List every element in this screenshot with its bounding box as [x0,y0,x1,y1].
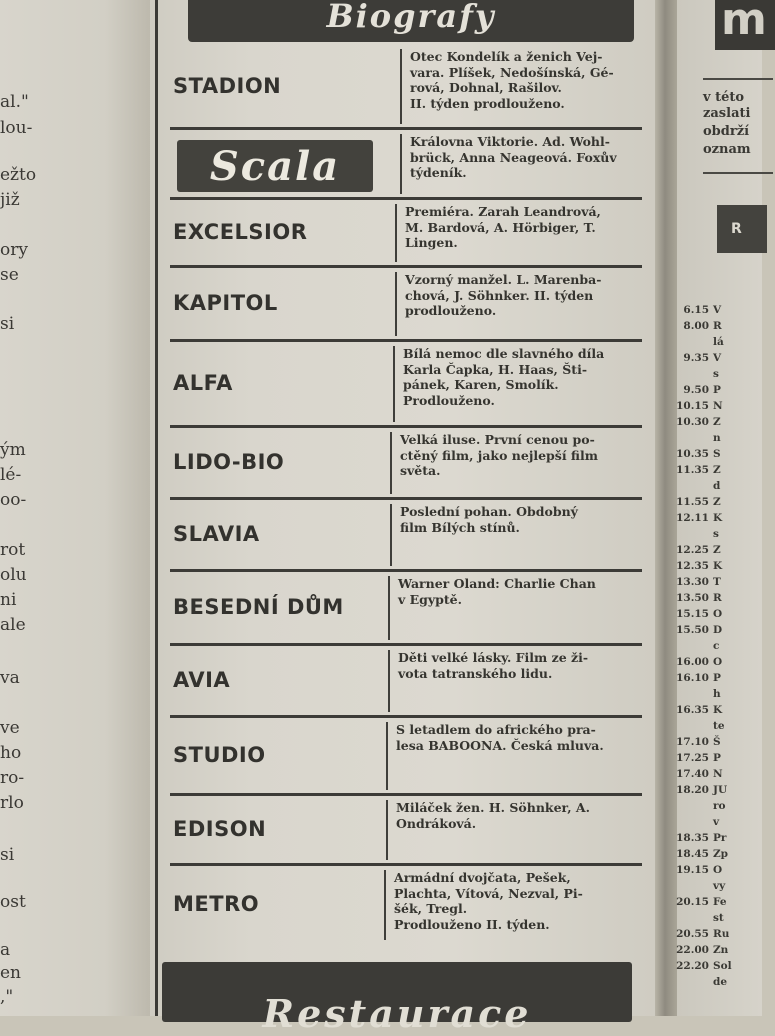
cinema-row [170,718,642,796]
description-line: Poslední pohan. Obdobný [400,504,578,519]
schedule-time: 10.30 [676,416,709,428]
schedule-text: V [713,352,722,364]
description-line: Bílá nemoc dle slavného díla [403,346,605,361]
schedule-row [667,352,721,364]
schedule-row [667,368,719,380]
schedule-row [667,384,721,396]
text-fragment: ory [0,240,28,260]
intro-line: obdrží [703,124,750,139]
cinema-name: STUDIO [173,743,266,767]
scala-logo [177,140,373,192]
description-line: vota tatranského lidu. [398,665,553,681]
schedule-text: Z [713,416,721,428]
schedule-time: 16.10 [676,672,709,684]
schedule-row [667,336,724,348]
column-separator [393,346,395,422]
film-description [410,49,640,111]
text-fragment: ho [0,743,22,763]
schedule-text: K [713,560,723,572]
schedule-row [667,560,722,572]
schedule-row [667,640,719,652]
cinema-row [170,268,642,342]
text-fragment: al." [0,92,29,112]
schedule-time: 6.15 [683,304,709,316]
text-fragment: již [0,190,20,210]
cinema-name: METRO [173,892,260,916]
column-separator [395,204,397,262]
schedule-time: 15.50 [676,624,709,636]
text-fragment: si [0,314,15,334]
cinema-row [170,130,642,200]
column-separator [386,800,388,860]
column-separator [384,870,386,940]
cinema-row [170,342,642,428]
description-line: Královna Viktorie. Ad. Wohl- [410,134,610,149]
schedule-time: 10.35 [676,448,709,460]
cinema-name: EDISON [173,817,267,841]
description-line: Warner Oland: Charlie Chan [398,576,596,591]
column-separator [400,49,402,124]
description-line: Vzorný manžel. L. Marenba- [405,272,602,287]
text-fragment: ale [0,615,26,635]
schedule-time: 12.11 [676,512,709,524]
column-separator [390,504,392,566]
film-description [398,576,640,607]
schedule-row [667,656,722,668]
schedule-time: 22.00 [676,944,709,956]
film-description [410,134,640,181]
description-line: chová, J. Söhnker. II. týden [405,287,594,303]
schedule-row [667,304,721,316]
film-description [394,870,640,932]
text-fragment: si [0,845,15,865]
film-description [398,650,640,681]
cinema-listing-column [150,0,655,1036]
text-fragment: olu [0,565,27,585]
schedule-row [667,432,721,444]
schedule-time: 18.35 [676,832,709,844]
text-fragment: lé- [0,465,22,485]
description-line: Ondráková. [396,815,477,831]
schedule-row [667,912,724,924]
schedule-text: JU [713,784,728,796]
schedule-text: ro [713,800,726,812]
cinema-row [170,572,642,646]
description-line: Velká iluse. První cenou po- [400,432,595,447]
schedule-time: 22.20 [676,960,709,972]
schedule-row [667,416,721,428]
description-line: Děti velké lásky. Film ze ži- [398,650,589,665]
schedule-text: st [713,912,724,924]
film-description [396,800,640,831]
restaurace-header [162,962,632,1036]
description-line: M. Bardová, A. Hörbiger, T. [405,219,596,235]
schedule-text: d [713,480,721,492]
radio-badge: R [717,205,767,253]
description-line: S letadlem do afrického pra- [396,722,596,737]
schedule-text: O [713,864,723,876]
schedule-text: Pr [713,832,727,844]
schedule-text: Z [713,544,721,556]
schedule-text: v [713,816,720,828]
schedule-text: Š [713,736,721,748]
cinema-row [170,200,642,268]
description-line: Karla Čapka, H. Haas, Šti- [403,361,588,377]
schedule-time: 17.10 [676,736,709,748]
schedule-text: O [713,608,723,620]
schedule-row [667,768,723,780]
schedule-row [667,784,727,796]
film-description [405,272,640,319]
schedule-time: 13.50 [676,592,709,604]
masthead-block [715,0,775,50]
column-separator [400,134,402,194]
description-line: šék, Tregl. [394,901,468,916]
schedule-row [667,576,721,588]
description-line: film Bílých stínů. [400,519,520,535]
schedule-time: 10.15 [676,400,709,412]
description-line: pánek, Karen, Smolík. [403,377,559,392]
description-line: II. týden prodlouženo. [410,95,565,111]
divider [703,78,773,80]
column-separator [388,576,390,640]
film-description [396,722,640,753]
description-line: rová, Dohnal, Rašilov. [410,80,562,95]
schedule-time: 9.35 [683,352,709,364]
cinema-name: EXCELSIOR [173,220,308,244]
schedule-row [667,464,721,476]
header-title: Biografy [326,0,496,35]
schedule-row [667,960,732,972]
text-fragment: en [0,963,22,983]
text-fragment: rot [0,540,26,560]
schedule-row [667,816,719,828]
description-line: týdeník. [410,165,467,180]
schedule-text: O [713,656,723,668]
schedule-time: 17.40 [676,768,709,780]
schedule-text: T [713,576,721,588]
schedule-text: N [713,400,723,412]
schedule-text: D [713,624,723,636]
schedule-time: 18.45 [676,848,709,860]
schedule-time: 20.55 [676,928,709,940]
schedule-text: n [713,432,721,444]
cinema-name: KAPITOL [173,291,278,315]
schedule-text: N [713,768,723,780]
right-page-column [676,0,767,1016]
schedule-text: lá [713,336,724,348]
text-fragment: oo- [0,490,27,510]
schedule-row [667,592,722,604]
description-line: lesa BABOONA. Česká mluva. [396,737,604,753]
schedule-row [667,832,726,844]
schedule-row [667,448,721,460]
schedule-row [667,528,719,540]
schedule-text: Fe [713,896,727,908]
description-line: prodlouženo. [405,303,497,318]
text-fragment: lou- [0,118,33,138]
schedule-text: c [713,640,720,652]
schedule-time: 9.50 [683,384,709,396]
cinema-name: STADION [173,73,282,98]
cinema-row [170,500,642,572]
film-description [403,346,640,408]
schedule-text: de [713,976,728,988]
schedule-time: 17.25 [676,752,709,764]
schedule-text: P [713,672,721,684]
cinema-row [170,796,642,866]
column-separator [390,432,392,494]
scala-logo-text: Scala [209,142,341,190]
text-fragment: ni [0,590,17,610]
schedule-row [667,624,722,636]
schedule-time: 20.15 [676,896,709,908]
cinema-name: ALFA [173,371,233,395]
column-separator [395,272,397,336]
footer-title: Restaurace [262,991,532,1036]
schedule-text: s [713,528,719,540]
schedule-text: P [713,752,721,764]
description-line: Miláček žen. H. Söhnker, A. [396,800,590,815]
text-fragment: va [0,668,20,688]
description-line: vara. Plíšek, Nedošínská, Gé- [410,64,614,80]
schedule-text: P [713,384,721,396]
schedule-row [667,400,723,412]
text-fragment: ost [0,892,26,912]
description-line: Prodlouženo II. týden. [394,916,550,932]
biografy-header [188,0,634,42]
schedule-text: S [713,448,721,460]
film-description [400,432,640,479]
schedule-text: K [713,704,723,716]
cinema-row [170,45,642,130]
schedule-text: h [713,688,721,700]
schedule-time: 16.00 [676,656,709,668]
cinema-name: SLAVIA [173,522,260,546]
intro-line: v této [703,90,745,105]
text-fragment: ro- [0,768,25,788]
column-rule [155,0,158,1016]
schedule-time: 11.35 [676,464,709,476]
description-line: Prodlouženo. [403,392,495,408]
schedule-row [667,672,721,684]
description-line: v Egyptě. [398,591,462,607]
cinema-row [170,866,642,946]
text-fragment: ým [0,440,26,460]
schedule-row [667,736,721,748]
schedule-row [667,800,726,812]
cinema-row [170,428,642,500]
schedule-row [667,512,722,524]
text-fragment: ," [0,987,14,1007]
film-description [405,204,640,251]
schedule-row [667,752,721,764]
schedule-text: Sol [713,960,732,972]
film-description [400,504,640,535]
intro-line: zaslati [703,106,751,121]
schedule-row [667,896,727,908]
schedule-row [667,496,721,508]
cinema-name: AVIA [173,668,231,692]
schedule-text: K [713,512,723,524]
column-separator [386,722,388,790]
schedule-text: s [713,368,719,380]
description-line: Lingen. [405,235,458,250]
schedule-text: Ru [713,928,730,940]
schedule-time: 8.00 [683,320,709,332]
description-line: Premiéra. Zarah Leandrová, [405,204,601,219]
schedule-row [667,928,729,940]
text-fragment: ežto [0,165,37,185]
schedule-text: Z [713,464,721,476]
column-separator [388,650,390,712]
intro-line: oznam [703,142,751,157]
schedule-time: 11.55 [676,496,709,508]
schedule-row [667,720,725,732]
schedule-row [667,688,721,700]
schedule-time: 13.30 [676,576,709,588]
schedule-time: 12.25 [676,544,709,556]
schedule-text: te [713,720,725,732]
left-page-column [0,0,150,1016]
description-line: Otec Kondelík a ženich Vej- [410,49,603,64]
schedule-row [667,848,728,860]
text-fragment: rlo [0,793,24,813]
schedule-row [667,880,725,892]
schedule-time: 15.15 [676,608,709,620]
cinema-row [170,646,642,718]
schedule-row [667,480,720,492]
description-line: Plachta, Vítová, Nezval, Pi- [394,885,583,901]
schedule-text: Zn [713,944,729,956]
schedule-row [667,976,727,988]
schedule-time: 16.35 [676,704,709,716]
cinema-name: BESEDNÍ DŮM [173,595,344,619]
schedule-row [667,320,722,332]
schedule-text: Z [713,496,721,508]
schedule-time: 19.15 [676,864,709,876]
description-line: Armádní dvojčata, Pešek, [394,870,571,885]
schedule-text: vy [713,880,726,892]
schedule-row [667,864,722,876]
text-fragment: se [0,265,19,285]
masthead-letter: m [721,0,767,45]
schedule-time: 18.20 [676,784,709,796]
divider [703,172,773,174]
schedule-text: Zp [713,848,729,860]
schedule-text: V [713,304,722,316]
schedule-row [667,944,728,956]
cinema-name: LIDO-BIO [173,450,285,474]
schedule-row [667,608,722,620]
description-line: ctěný film, jako nejlepší film [400,447,598,463]
schedule-text: R [713,320,722,332]
text-fragment: ve [0,718,20,738]
description-line: brück, Anna Neageová. Foxův [410,149,617,165]
schedule-text: R [713,592,722,604]
schedule-row [667,544,721,556]
text-fragment: a [0,940,11,960]
schedule-row [667,704,722,716]
description-line: světa. [400,463,441,478]
schedule-time: 12.35 [676,560,709,572]
